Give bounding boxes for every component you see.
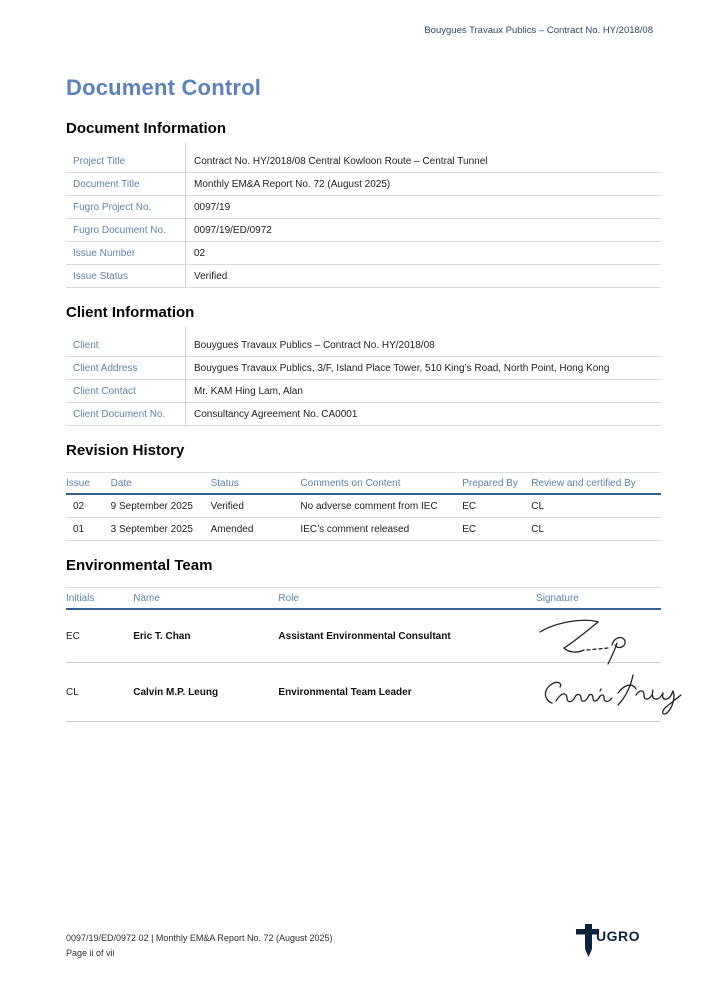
cell-initials: EC — [66, 630, 80, 642]
cell-role: Assistant Environmental Consultant — [278, 630, 451, 642]
table-row — [66, 403, 661, 426]
column-header-date: Date — [110, 477, 132, 489]
row-label: Client Document No. — [73, 408, 166, 420]
document-information-table — [66, 150, 661, 288]
row-value: Bouygues Travaux Publics – Contract No. HY/2018/08 — [194, 339, 435, 351]
page-header-contract-ref: Bouygues Travaux Publics – Contract No. HY/2018/08 — [424, 25, 653, 36]
client-information-table — [66, 334, 661, 426]
table-row — [66, 518, 661, 541]
table-column-divider — [185, 143, 186, 288]
row-value: Monthly EM&A Report No. 72 (August 2025) — [194, 178, 391, 190]
row-value: 0097/19 — [194, 201, 231, 213]
cell-issue: 01 — [73, 523, 85, 535]
cell-status: Verified — [210, 500, 244, 512]
table-header-row — [66, 587, 661, 610]
row-label: Project Title — [73, 155, 126, 167]
cell-name: Eric T. Chan — [133, 630, 191, 642]
cell-initials: CL — [66, 686, 79, 698]
revision-history-table — [66, 472, 661, 541]
fugro-logo — [576, 920, 656, 965]
page-footer — [66, 931, 333, 960]
cell-status: Amended — [210, 523, 254, 535]
row-label: Fugro Project No. — [73, 201, 152, 213]
table-row — [66, 265, 661, 288]
row-value: 0097/19/ED/0972 — [194, 224, 272, 236]
calvin-leung-signature-icon — [536, 667, 661, 717]
section-heading-revision-history: Revision History — [66, 442, 185, 460]
table-header-row — [66, 472, 661, 495]
table-row — [66, 610, 661, 663]
table-row — [66, 150, 661, 173]
table-row — [66, 242, 661, 265]
row-label: Client Contact — [73, 385, 136, 397]
section-heading-client-information: Client Information — [66, 304, 195, 322]
column-header-issue: Issue — [66, 477, 90, 489]
column-header-review-certified-by: Review and certified By — [531, 477, 636, 489]
cell-role: Environmental Team Leader — [278, 686, 412, 698]
table-row — [66, 219, 661, 242]
cell-date: 9 September 2025 — [110, 500, 193, 512]
table-row — [66, 334, 661, 357]
column-header-status: Status — [210, 477, 239, 489]
column-header-comments: Comments on Content — [300, 477, 401, 489]
row-value: Consultancy Agreement No. CA0001 — [194, 408, 358, 420]
column-header-role: Role — [278, 592, 299, 604]
row-label: Document Title — [73, 178, 140, 190]
page-title: Document Control — [66, 75, 262, 100]
row-label: Issue Number — [73, 247, 136, 259]
section-heading-document-information: Document Information — [66, 120, 226, 138]
table-row — [66, 663, 661, 722]
row-label: Client Address — [73, 362, 138, 374]
table-row — [66, 495, 661, 518]
environmental-team-table — [66, 587, 661, 722]
cell-prepared-by: EC — [462, 500, 477, 512]
row-value: Mr. KAM Hing Lam, Alan — [194, 385, 303, 397]
cell-issue: 02 — [73, 500, 85, 512]
table-row — [66, 173, 661, 196]
table-column-divider — [185, 327, 186, 426]
ec-signature-icon — [536, 612, 661, 660]
cell-prepared-by: EC — [462, 523, 477, 535]
cell-date: 3 September 2025 — [110, 523, 193, 535]
fugro-logo-letters: UGRO — [596, 928, 640, 944]
cell-review-certified-by: CL — [531, 500, 545, 512]
footer-page-number: Page ii of vii — [66, 947, 115, 958]
table-row — [66, 357, 661, 380]
document-body — [66, 76, 661, 722]
cell-comments: IEC’s comment released — [300, 523, 410, 535]
row-label: Issue Status — [73, 270, 129, 282]
row-label: Fugro Document No. — [73, 224, 166, 236]
footer-document-reference: 0097/19/ED/0972 02 | Monthly EM&A Report No. 72 (August 2025) — [66, 933, 333, 944]
cell-comments: No adverse comment from IEC — [300, 500, 438, 512]
row-label: Client — [73, 339, 99, 351]
cell-name: Calvin M.P. Leung — [133, 686, 219, 698]
cell-review-certified-by: CL — [531, 523, 545, 535]
column-header-name: Name — [133, 592, 160, 604]
table-row — [66, 196, 661, 219]
column-header-initials: Initials — [66, 592, 95, 604]
column-header-prepared-by: Prepared By — [462, 477, 518, 489]
row-value: Bouygues Travaux Publics, 3/F, Island Place Tower, 510 King’s Road, North Point, Hong Kong — [194, 362, 610, 374]
row-value: Contract No. HY/2018/08 Central Kowloon Route – Central Tunnel — [194, 155, 488, 167]
row-value: 02 — [194, 247, 206, 259]
section-heading-environmental-team: Environmental Team — [66, 557, 213, 575]
column-header-signature: Signature — [536, 592, 579, 604]
table-row — [66, 380, 661, 403]
row-value: Verified — [194, 270, 228, 282]
